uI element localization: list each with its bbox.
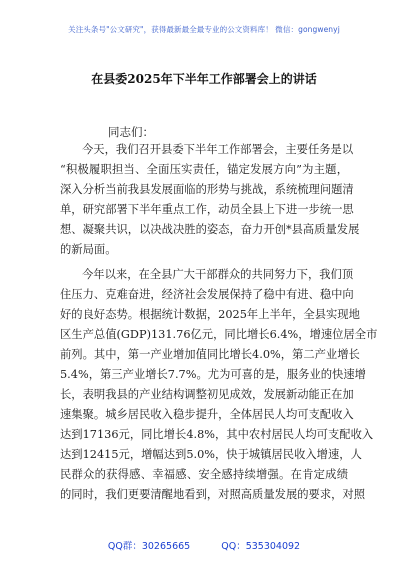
text-line: 好的良好态势。根据统计数据，2025年上半年，全县实现地: [60, 308, 360, 321]
paragraph-1: [60, 140, 360, 260]
text-line: 想、凝聚共识，以决战决胜的姿态，奋力开创*县高质量发展: [60, 223, 360, 236]
text-line: 区生产总值(GDP)131.76亿元，同比增长6.4%，增速位居全市: [60, 328, 378, 341]
text-line: 民群众的获得感、幸福感、安全感持续增强。在肯定成绩: [60, 468, 348, 481]
text-line: “积极履职担当、全面压实责任，锚定发展方向”为主题，: [60, 163, 348, 176]
text-line: 5.4%，第三产业增长7.7%。尤为可喜的是，服务业的快速增: [60, 368, 366, 381]
text-line: 单，研究部署下半年重点工作，动员全县上下进一步统一思: [60, 203, 354, 216]
text-line: 前列。其中，第一产业增加值同比增长4.0%，第二产业增长: [60, 348, 360, 361]
document-body: [60, 140, 378, 510]
header-note: 关注头条号"公文研究"，获得最新最全最专业的公文资料库！ 微信：gongwenyj: [68, 25, 340, 34]
text-line: 长，表明我县的产业结构调整初见成效，发展新动能正在加: [60, 388, 354, 401]
text-line: 达到12415元，增幅达到5.0%，快于城镇居民收入增速，人: [60, 448, 362, 461]
text-line: 的同时，我们更要清醒地看到，对照高质量发展的要求，对照: [60, 488, 366, 501]
qq-group-number: QQ群：30265665: [107, 541, 191, 552]
text-line: 深入分析当前我县发展面临的形势与挑战，系统梳理问题清: [60, 183, 354, 196]
paragraph-2: [60, 265, 378, 505]
text-line: 的新局面。: [60, 243, 117, 256]
text-line: 速集聚。城乡居民收入稳步提升，全体居民人均可支配收入: [60, 408, 354, 421]
text-line: 达到17136元，同比增长4.8%，其中农村居民人均可支配收入: [60, 428, 374, 441]
document-title: 在县委2025年下半年工作部署会上的讲话: [91, 72, 317, 86]
text-line: 今天，我们召开县委下半年工作部署会，主要任务是以: [82, 143, 354, 156]
text-line: 今年以来，在全县广大干部群众的共同努力下，我们顶: [82, 268, 354, 281]
qq-number: QQ：535304092: [221, 541, 301, 552]
greeting: 同志们：: [108, 125, 154, 139]
text-line: 住压力、克难奋进，经济社会发展保持了稳中有进、稳中向: [60, 288, 354, 301]
footer-contact: [0, 538, 408, 552]
